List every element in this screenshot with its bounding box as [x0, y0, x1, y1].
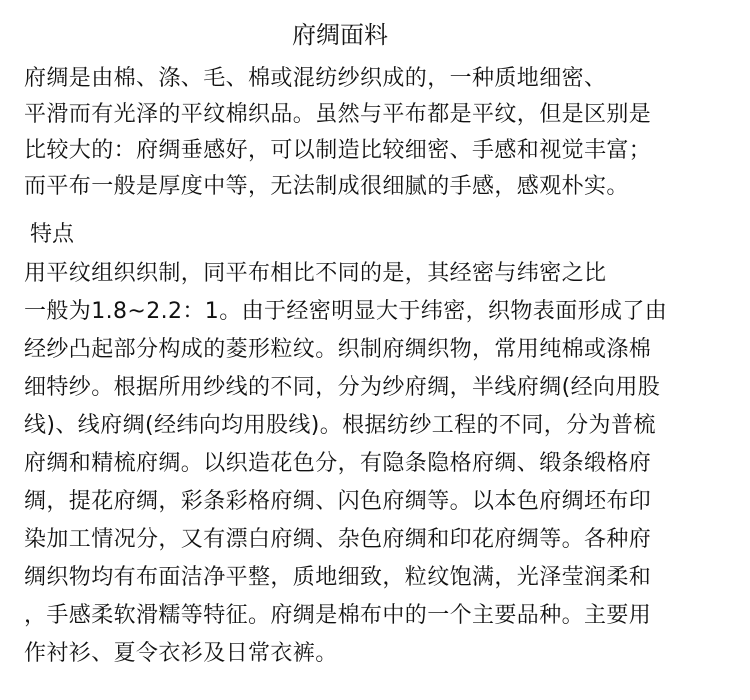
- feature-line-7: 绸，提花府绸，彩条彩格府绸、闪色府绸等。以本色府绸坯布印: [24, 489, 652, 514]
- feature-line-11: 作衬衫、夏令衣衫及日常衣裤。: [24, 641, 338, 666]
- feature-line-1: 用平纹组织织制，同平布相比不同的是，其经密与纬密之比: [24, 261, 607, 286]
- feature-line-4: 细特纱。根据所用纱线的不同，分为纱府绸，半线府绸(经向用股: [24, 375, 661, 400]
- section-heading: 特点: [30, 222, 75, 247]
- intro-line-4: 而平布一般是厚度中等，无法制成很细腻的手感，感观朴实。: [24, 174, 629, 199]
- feature-line-8: 染加工情况分，又有漂白府绸、杂色府绸和印花府绸等。各种府: [24, 527, 652, 552]
- feature-line-6: 府绸和精梳府绸。以织造花色分，有隐条隐格府绸、缎条缎格府: [24, 451, 652, 476]
- feature-line-9: 绸织物均有布面洁净平整，质地细致，粒纹饱满，光泽莹润柔和: [24, 565, 652, 590]
- feature-line-2: 一般为1.8~2.2：1。由于经密明显大于纬密，织物表面形成了由: [24, 299, 668, 324]
- intro-line-2: 平滑而有光泽的平纹棉织品。虽然与平布都是平纹，但是区别是: [24, 102, 652, 127]
- feature-line-3: 经纱凸起部分构成的菱形粒纹。织制府绸织物，常用纯棉或涤棉: [24, 337, 652, 362]
- intro-line-3: 比较大的：府绸垂感好，可以制造比较细密、手感和视觉丰富；: [24, 138, 652, 163]
- intro-line-1: 府绸是由棉、涤、毛、棉或混纺纱织成的，一种质地细密、: [24, 66, 607, 91]
- feature-line-10: ，手感柔软滑糯等特征。府绸是棉布中的一个主要品种。主要用: [24, 603, 652, 628]
- feature-line-5: 线)、线府绸(经纬向均用股线)。根据纺纱工程的不同，分为普梳: [24, 413, 656, 438]
- page-title: 府绸面料: [292, 21, 388, 49]
